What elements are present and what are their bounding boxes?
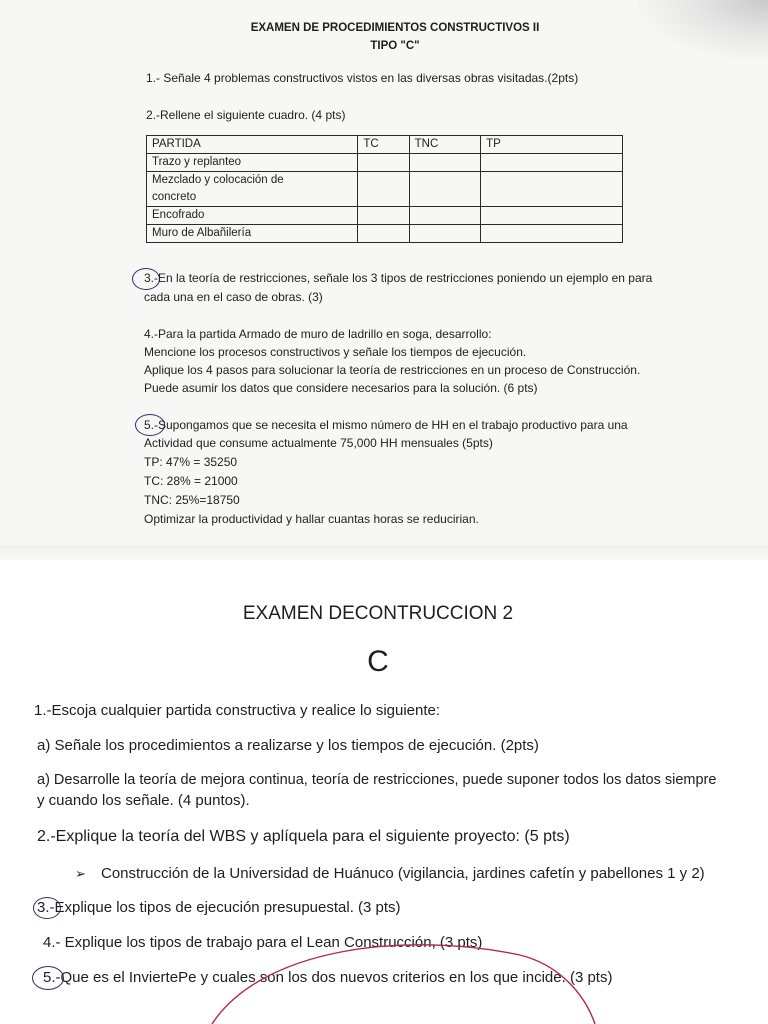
exam-2-question-4: 4.- Explique los tipos de trabajo para el Lean Construcción, (3 pts) — [43, 934, 483, 951]
table-header-row — [147, 136, 623, 154]
question-1: 1.- Señale 4 problemas constructivos vistos en las diversas obras visitadas.(2pts) — [146, 71, 579, 85]
question-3-line-2: cada una en el caso de obras. (3) — [144, 290, 323, 304]
table-header: PARTIDA — [147, 136, 358, 154]
table-cell — [358, 154, 409, 172]
exam-2-question-2-bullet: Construcción de la Universidad de Huánuco (vigilancia, jardines cafetín y pabellones 1 y 2) — [101, 865, 705, 882]
table-cell — [481, 172, 623, 207]
table-header: TP — [481, 136, 623, 154]
table-header: TC — [358, 136, 409, 154]
arrow-bullet-icon: ➢ — [75, 866, 86, 881]
question-5-tc: TC: 28% = 21000 — [144, 474, 238, 488]
exam-2-question-1: 1.-Escoja cualquier partida constructiva y realice lo siguiente: — [34, 702, 441, 719]
table-row — [147, 207, 623, 225]
question-2: 2.-Rellene el siguiente cuadro. (4 pts) — [146, 108, 346, 122]
table-cell — [409, 225, 480, 243]
table-cell — [358, 172, 409, 207]
question-3-line-1: 3.-En la teoría de restricciones, señale los 3 tipos de restricciones poniendo un ejemplo en para — [144, 271, 653, 285]
exam-2-question-5: 5.-Que es el InviertePe y cuales son los dos nuevos criterios en los que incide. (3 pts) — [43, 969, 613, 986]
table-cell: concreto — [147, 189, 358, 207]
question-5-line-3: Optimizar la productividad y hallar cuantas horas se reducirian. — [144, 512, 479, 526]
question-5-line-1: 5.-Supongamos que se necesita el mismo número de HH en el trabajo productivo para una — [144, 418, 628, 432]
exam-2-title: EXAMEN DECONTRUCCION 2 — [242, 603, 514, 624]
exam-title: EXAMEN DE PROCEDIMIENTOS CONSTRUCTIVOS II — [250, 22, 540, 34]
question-5-line-2: Actividad que consume actualmente 75,000 HH mensuales (5pts) — [144, 436, 493, 450]
table-cell — [409, 154, 480, 172]
table-cell — [358, 225, 409, 243]
table-cell: Encofrado — [147, 207, 358, 225]
table-row — [147, 225, 623, 243]
table-cell — [481, 225, 623, 243]
table-cell: Mezclado y colocación de — [147, 172, 358, 190]
table-cell — [409, 207, 480, 225]
table-cell — [481, 207, 623, 225]
exam-2-question-2: 2.-Explique la teoría del WBS y aplíquela para el siguiente proyecto: (5 pts) — [37, 828, 570, 845]
table-cell — [481, 154, 623, 172]
exam-2-question-1b-line-1: a) Desarrolle la teoría de mejora continua, teoría de restricciones, puede suponer todos los datos siempre — [37, 772, 717, 788]
exam-type: TIPO "C" — [370, 40, 420, 52]
table-cell — [358, 207, 409, 225]
question-4-line-2: Mencione los procesos constructivos y señale los tiempos de ejecución. — [144, 345, 527, 359]
table-header: TNC — [409, 136, 480, 154]
question-4-line-1: 4.-Para la partida Armado de muro de ladrillo en soga, desarrollo: — [144, 327, 492, 341]
question-5-tnc: TNC: 25%=18750 — [144, 493, 240, 507]
table-row — [147, 172, 623, 190]
table-cell — [409, 172, 480, 207]
question-4-line-4: Puede asumir los datos que considere necesarios para la solución. (6 pts) — [144, 381, 538, 395]
partida-table — [146, 135, 623, 243]
table-cell: Muro de Albañilería — [147, 225, 358, 243]
exam-2-question-3: 3.-Explique los tipos de ejecución presupuestal. (3 pts) — [37, 899, 401, 916]
exam-2-type-letter: C — [367, 645, 389, 678]
exam-2-question-1b-line-2: y cuando los señale. (4 puntos). — [37, 792, 250, 809]
table-row — [147, 154, 623, 172]
exam-2-question-1a: a) Señale los procedimientos a realizarse y los tiempos de ejecución. (2pts) — [37, 737, 539, 754]
table-cell: Trazo y replanteo — [147, 154, 358, 172]
question-4-line-3: Aplique los 4 pasos para solucionar la teoría de restricciones en un proceso de Construcción. — [144, 363, 641, 377]
question-5-tp: TP: 47% = 35250 — [144, 455, 238, 469]
